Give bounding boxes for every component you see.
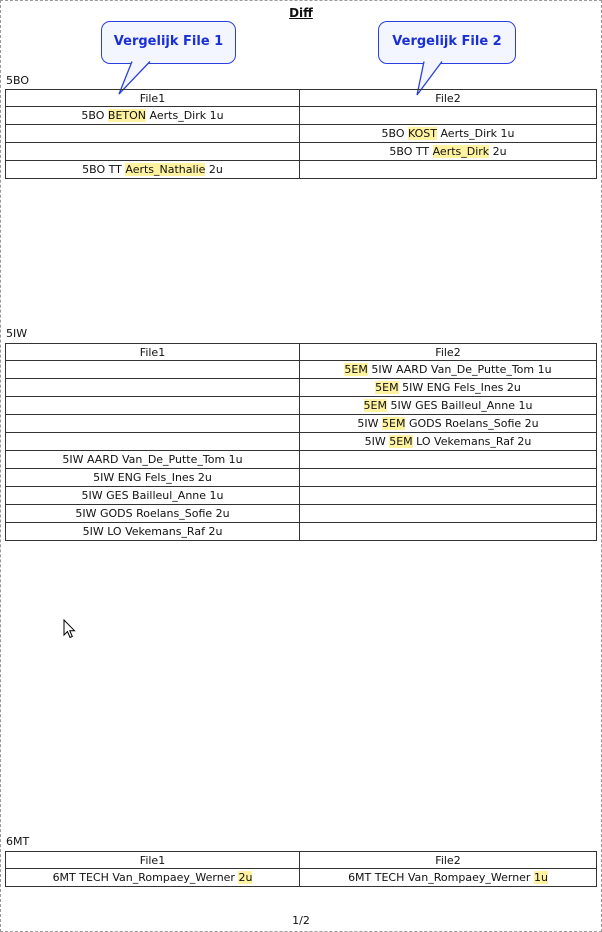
cell-text: 5IW AARD Van_De_Putte_Tom 1u xyxy=(62,453,243,466)
section-label-5bo: 5BO xyxy=(6,74,30,87)
cell-text: LO Vekemans_Raf 2u xyxy=(412,435,532,448)
file1-cell xyxy=(6,505,300,523)
file1-cell xyxy=(6,451,300,469)
file2-cell xyxy=(300,415,597,433)
table-row xyxy=(6,451,597,469)
diff-highlight: 5EM xyxy=(375,381,399,394)
file2-cell xyxy=(300,451,597,469)
file1-cell xyxy=(6,433,300,451)
cell-text: 2u xyxy=(489,145,507,158)
file1-cell xyxy=(6,161,300,179)
file1-cell xyxy=(6,379,300,397)
diff-highlight: 2u xyxy=(238,871,253,884)
table-row xyxy=(6,107,597,125)
table-row xyxy=(6,433,597,451)
file2-cell xyxy=(300,469,597,487)
cell-text: 5BO TT xyxy=(82,163,126,176)
cell-text: 5BO TT xyxy=(389,145,433,158)
cell-text: 5BO xyxy=(81,109,108,122)
table-row xyxy=(6,487,597,505)
column-header-file2: File2 xyxy=(300,90,597,107)
callout-file2: Vergelijk File 2 xyxy=(378,21,516,64)
diff-highlight: 5EM xyxy=(389,435,413,448)
file2-cell xyxy=(300,143,597,161)
file1-cell xyxy=(6,869,300,887)
cell-text: 6MT TECH Van_Rompaey_Werner xyxy=(348,871,534,884)
file1-cell xyxy=(6,125,300,143)
cell-text: 5IW GES Bailleul_Anne 1u xyxy=(386,399,533,412)
file2-cell xyxy=(300,361,597,379)
file1-cell xyxy=(6,415,300,433)
diff-highlight: 1u xyxy=(533,871,548,884)
cell-text: 2u xyxy=(205,163,223,176)
cell-text: Aerts_Dirk 1u xyxy=(146,109,224,122)
callout-file1: Vergelijk File 1 xyxy=(101,21,236,64)
file2-cell xyxy=(300,523,597,541)
table-row xyxy=(6,125,597,143)
diff-table-6mt xyxy=(5,851,597,887)
cell-text: 5IW AARD Van_De_Putte_Tom 1u xyxy=(367,363,552,376)
diff-table-5iw xyxy=(5,343,597,541)
file1-cell xyxy=(6,487,300,505)
cell-text: Aerts_Dirk 1u xyxy=(436,127,515,140)
page-title: Diff xyxy=(289,6,313,20)
file2-cell xyxy=(300,161,597,179)
file2-cell xyxy=(300,505,597,523)
diff-table-5bo xyxy=(5,89,597,179)
table-row xyxy=(6,505,597,523)
file1-cell xyxy=(6,397,300,415)
table-row xyxy=(6,869,597,887)
file2-cell xyxy=(300,125,597,143)
table-row xyxy=(6,523,597,541)
file2-cell xyxy=(300,487,597,505)
page-number: 1/2 xyxy=(292,914,310,927)
section-label-6mt: 6MT xyxy=(6,835,30,848)
cell-text: 5IW xyxy=(364,435,390,448)
cell-text: 5IW ENG Fels_Ines 2u xyxy=(93,471,212,484)
file2-cell xyxy=(300,379,597,397)
diff-highlight: 5EM xyxy=(344,363,368,376)
cell-text: 5IW GODS Roelans_Sofie 2u xyxy=(75,507,230,520)
column-header-file1: File1 xyxy=(6,852,300,869)
cell-text: GODS Roelans_Sofie 2u xyxy=(405,417,539,430)
file2-cell xyxy=(300,397,597,415)
table-row xyxy=(6,469,597,487)
file2-cell xyxy=(300,869,597,887)
file2-cell xyxy=(300,433,597,451)
cell-text: 5IW GES Bailleul_Anne 1u xyxy=(81,489,224,502)
column-header-file2: File2 xyxy=(300,852,597,869)
file2-cell xyxy=(300,107,597,125)
file1-cell xyxy=(6,143,300,161)
diff-highlight: Aerts_Dirk xyxy=(432,145,490,158)
diff-highlight: KOST xyxy=(407,127,437,140)
table-row xyxy=(6,379,597,397)
cell-text: 5IW xyxy=(357,417,382,430)
mouse-cursor-icon xyxy=(63,619,77,639)
file1-cell xyxy=(6,107,300,125)
file1-cell xyxy=(6,469,300,487)
column-header-file2: File2 xyxy=(300,344,597,361)
column-header-file1: File1 xyxy=(6,344,300,361)
diff-highlight: Aerts_Nathalie xyxy=(125,163,206,176)
table-row xyxy=(6,415,597,433)
cell-text: 5IW LO Vekemans_Raf 2u xyxy=(82,525,223,538)
file1-cell xyxy=(6,523,300,541)
cell-text: 5BO xyxy=(381,127,408,140)
table-row xyxy=(6,397,597,415)
section-label-5iw: 5IW xyxy=(6,327,28,340)
cell-text: 5IW ENG Fels_Ines 2u xyxy=(398,381,521,394)
column-header-file1: File1 xyxy=(6,90,300,107)
file1-cell xyxy=(6,361,300,379)
diff-highlight: BETON xyxy=(107,109,147,122)
diff-highlight: 5EM xyxy=(382,417,406,430)
table-row xyxy=(6,161,597,179)
cell-text: 6MT TECH Van_Rompaey_Werner xyxy=(52,871,239,884)
diff-highlight: 5EM xyxy=(363,399,387,412)
table-row xyxy=(6,143,597,161)
table-row xyxy=(6,361,597,379)
